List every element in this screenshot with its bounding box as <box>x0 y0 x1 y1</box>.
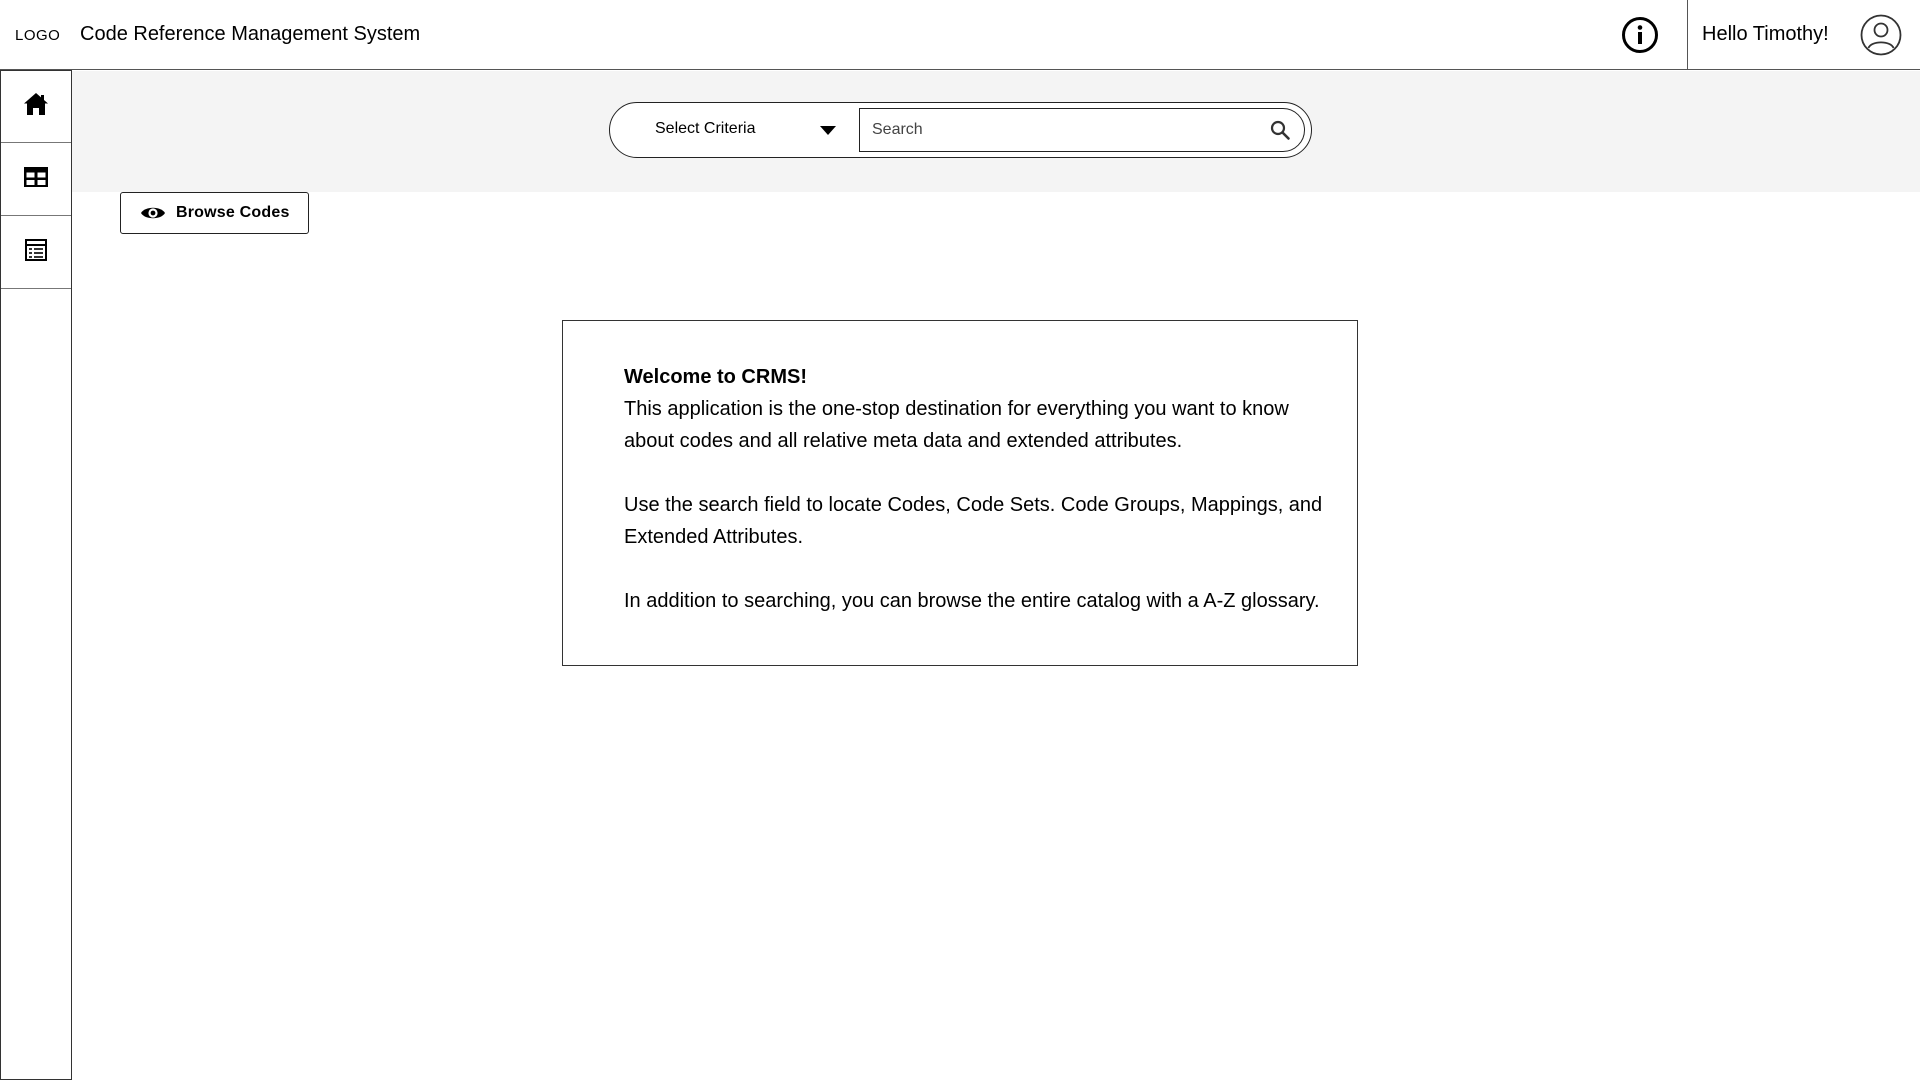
user-avatar-icon[interactable] <box>1860 14 1902 56</box>
sidebar-item-notes[interactable] <box>1 216 71 289</box>
user-greeting: Hello Timothy! <box>1702 23 1829 45</box>
sidebar-item-table[interactable] <box>1 143 71 216</box>
welcome-panel <box>562 320 1358 666</box>
search-bar <box>609 102 1312 158</box>
sidebar-nav <box>0 70 72 1080</box>
welcome-title: Welcome to CRMS! <box>624 366 807 388</box>
search-input[interactable] <box>870 117 1250 143</box>
welcome-intro: This application is the one-stop destination for everything you want to know about codes and all relative meta data and extended attributes. <box>624 398 1289 452</box>
app-header <box>0 0 1920 70</box>
browse-codes-label: Browse Codes <box>176 204 290 221</box>
app-title: Code Reference Management System <box>80 23 421 45</box>
browse-codes-button[interactable] <box>120 192 309 234</box>
eye-icon <box>140 204 166 222</box>
criteria-select[interactable]: Select Criteria <box>655 120 756 137</box>
header-divider <box>1687 0 1688 70</box>
chevron-down-icon[interactable] <box>819 123 837 137</box>
table-icon <box>23 166 49 193</box>
document-list-icon <box>24 238 48 267</box>
welcome-search-hint: Use the search field to locate Codes, Code Sets. Code Groups, Mappings, and Extended Attributes. <box>624 494 1323 548</box>
home-icon <box>23 92 49 121</box>
logo: LOGO <box>15 27 61 44</box>
search-field <box>859 108 1305 152</box>
sidebar-item-home[interactable] <box>1 70 71 143</box>
search-icon[interactable] <box>1269 119 1291 141</box>
info-icon[interactable] <box>1621 16 1659 54</box>
welcome-browse-hint: In addition to searching, you can browse the entire catalog with a A-Z glossary. <box>624 590 1320 612</box>
